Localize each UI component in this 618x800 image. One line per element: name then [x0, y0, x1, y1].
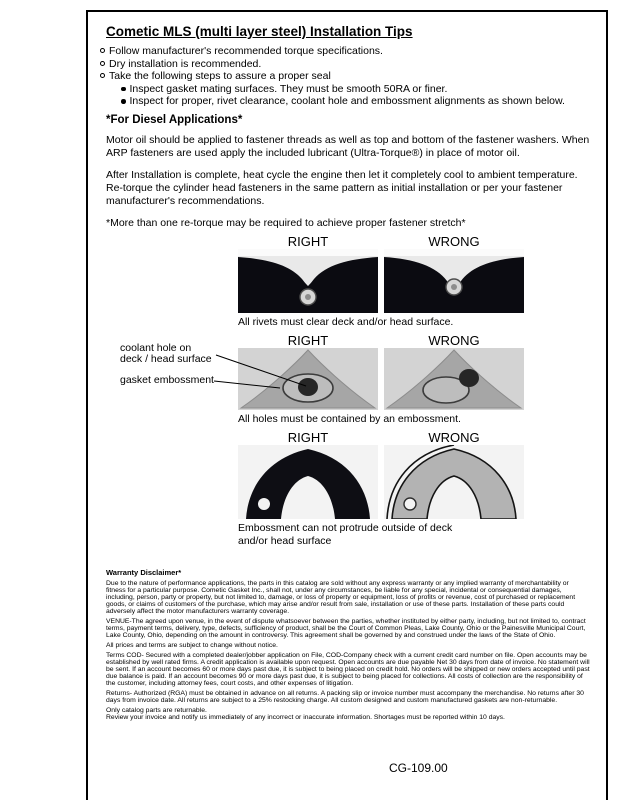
retorque-note: *More than one re-torque may be required to achieve proper fastener stretch* — [106, 216, 466, 229]
rivet-clearance-wrong-diagram — [384, 249, 524, 313]
figure-panels — [238, 348, 528, 410]
disclaimer-paragraph: Review your invoice and notify us immediately of any incorrect or inaccurate information. Shortages must be reported within 10 days. — [106, 713, 505, 721]
diesel-paragraph-1: Motor oil should be applied to fastener threads as well as top and bottom of the fastener washers. When ARP fasteners are used apply the included lubricant (Ultra-Torque®) in place of motor oil. — [106, 133, 590, 159]
disclaimer-paragraph: Only catalog parts are returnable. — [106, 706, 207, 714]
warranty-disclaimer — [106, 568, 590, 721]
wrong-label: WRONG — [428, 429, 480, 445]
coolant-hole-label-line2: deck / head surface — [120, 353, 212, 365]
coolant-hole-label-line1: coolant hole on — [120, 341, 192, 354]
tip-text: Dry installation is recommended. — [109, 57, 262, 70]
page-frame — [86, 10, 608, 800]
disclaimer-paragraph: Returns- Authorized (RGA) must be obtained in advance on all returns. A packing slip or invoice number must accompany the merchandise. No returns after 30 days from invoice date. All returns are subject to a 25% restocking charge. All custom designed and custom manufactured gaskets are non-returnable. — [106, 689, 584, 704]
figure-embossment-containment — [106, 333, 590, 426]
sub-tip-item — [120, 95, 590, 108]
page-number: CG-109.00 — [389, 761, 448, 775]
figure-panels — [238, 445, 528, 519]
diesel-applications-heading: *For Diesel Applications* — [106, 113, 243, 126]
protrusion-right-diagram — [238, 445, 378, 519]
gasket-embossment-label: gasket embossment — [120, 373, 214, 386]
disclaimer-paragraph: All prices and terms are subject to change without notice. — [106, 641, 278, 649]
circle-bullet-icon — [100, 73, 105, 78]
figure-inner — [238, 333, 528, 426]
disclaimer-paragraph: Terms COD- Secured with a completed dealer/jobber application on File, COD-Company check with a current credit card number on file. Open accounts may be established by well rated firms. A credit application is available upon request. Open accounts are due payable Net 30 days from date of invoice. No statement will be sent. If an account becomes 60 or more days past due, it is subject to being placed on credit hold. No orders will be shipped or new orders accepted until past due balance is paid. If an account becomes 90 or more days past due, it is subject to being placed for collections. All costs of collection are the responsibility of the customer, including attorney fees, court costs, and other expenses of litigation. — [106, 651, 590, 687]
tip-item — [99, 45, 590, 58]
tip-text: Follow manufacturer's recommended torque specifications. — [109, 45, 383, 57]
sub-tip-text: Inspect gasket mating surfaces. They must be smooth 50RA or finer. — [129, 82, 448, 95]
protrusion-wrong-diagram — [384, 445, 524, 519]
figure-caption: Embossment can not protrude outside of deck and/or head surface — [238, 521, 453, 547]
coolant-hole-label — [120, 343, 216, 366]
disclaimer-paragraph: Due to the nature of performance applications, the parts in this catalog are sold without any express warranty or any implied warranty of merchantability or fitness for a particular purpose. Cometic Gasket Inc., shall not, under any circumstances, be liable for any special, incidental or consequential damages, including, person, party or property, but not limited to, damage, or loss of property or equipment, loss of profits or revenue, cost of purchased or replacement goods, or claims of customers of the purchase, which may arise and/or result from sale, installation or use of these parts. Installation of these parts could adversely affect the motor manufacturers warranty coverage. — [106, 579, 576, 615]
circle-bullet-icon — [100, 61, 105, 66]
figure-headers — [238, 430, 528, 445]
figure-headers — [238, 234, 528, 249]
right-label: RIGHT — [287, 429, 329, 445]
sub-tip-text: Inspect for proper, rivet clearance, coolant hole and embossment alignments as shown below. — [129, 95, 565, 107]
diesel-paragraph-2: After Installation is complete, heat cycle the engine then let it completely cool to ambient temperature. Re-torque the cylinder head fasteners in the same pattern as initial installation or per your fastener manufacturer's recommendations. — [106, 168, 578, 207]
warranty-disclaimer-heading: Warranty Disclaimer* — [106, 567, 182, 577]
tips-list — [99, 45, 590, 108]
dot-bullet-icon — [121, 99, 126, 104]
wrong-label: WRONG — [428, 332, 480, 348]
page-title: Cometic MLS (multi layer steel) Installation Tips — [106, 24, 413, 39]
figure-caption: All holes must be contained by an embossment. — [238, 412, 461, 425]
figure-rivet-clearance — [238, 234, 528, 329]
figure-headers — [238, 333, 528, 348]
figure-caption: All rivets must clear deck and/or head surface. — [238, 315, 454, 328]
circle-bullet-icon — [100, 48, 105, 53]
rivet-clearance-right-diagram — [238, 249, 378, 313]
hole-embossment-right-diagram — [238, 348, 378, 410]
figure-embossment-protrusion — [238, 430, 528, 548]
right-label: RIGHT — [287, 233, 329, 249]
hole-embossment-wrong-diagram — [384, 348, 524, 410]
dot-bullet-icon — [121, 87, 126, 92]
sub-tip-item — [120, 83, 590, 96]
disclaimer-paragraph: VENUE-The agreed upon venue, in the event of dispute whatsoever between the parties, whether instituted by either party, including, but not limited to, contract terms, payment terms, delivery, type, defects, sufficiency of product, shall be the Court of Common Pleas, Lake County, Ohio or the Painesville Municipal Court, Lake County, Ohio, depending on the amount in controversy. This agreement shall be governed by and construed under the laws of the State of Ohio. — [106, 617, 586, 639]
tip-item — [99, 70, 590, 83]
tip-text: Take the following steps to assure a proper seal — [109, 70, 331, 82]
right-label: RIGHT — [287, 332, 329, 348]
wrong-label: WRONG — [428, 233, 480, 249]
figure-panels — [238, 249, 528, 313]
tip-item — [99, 58, 590, 71]
